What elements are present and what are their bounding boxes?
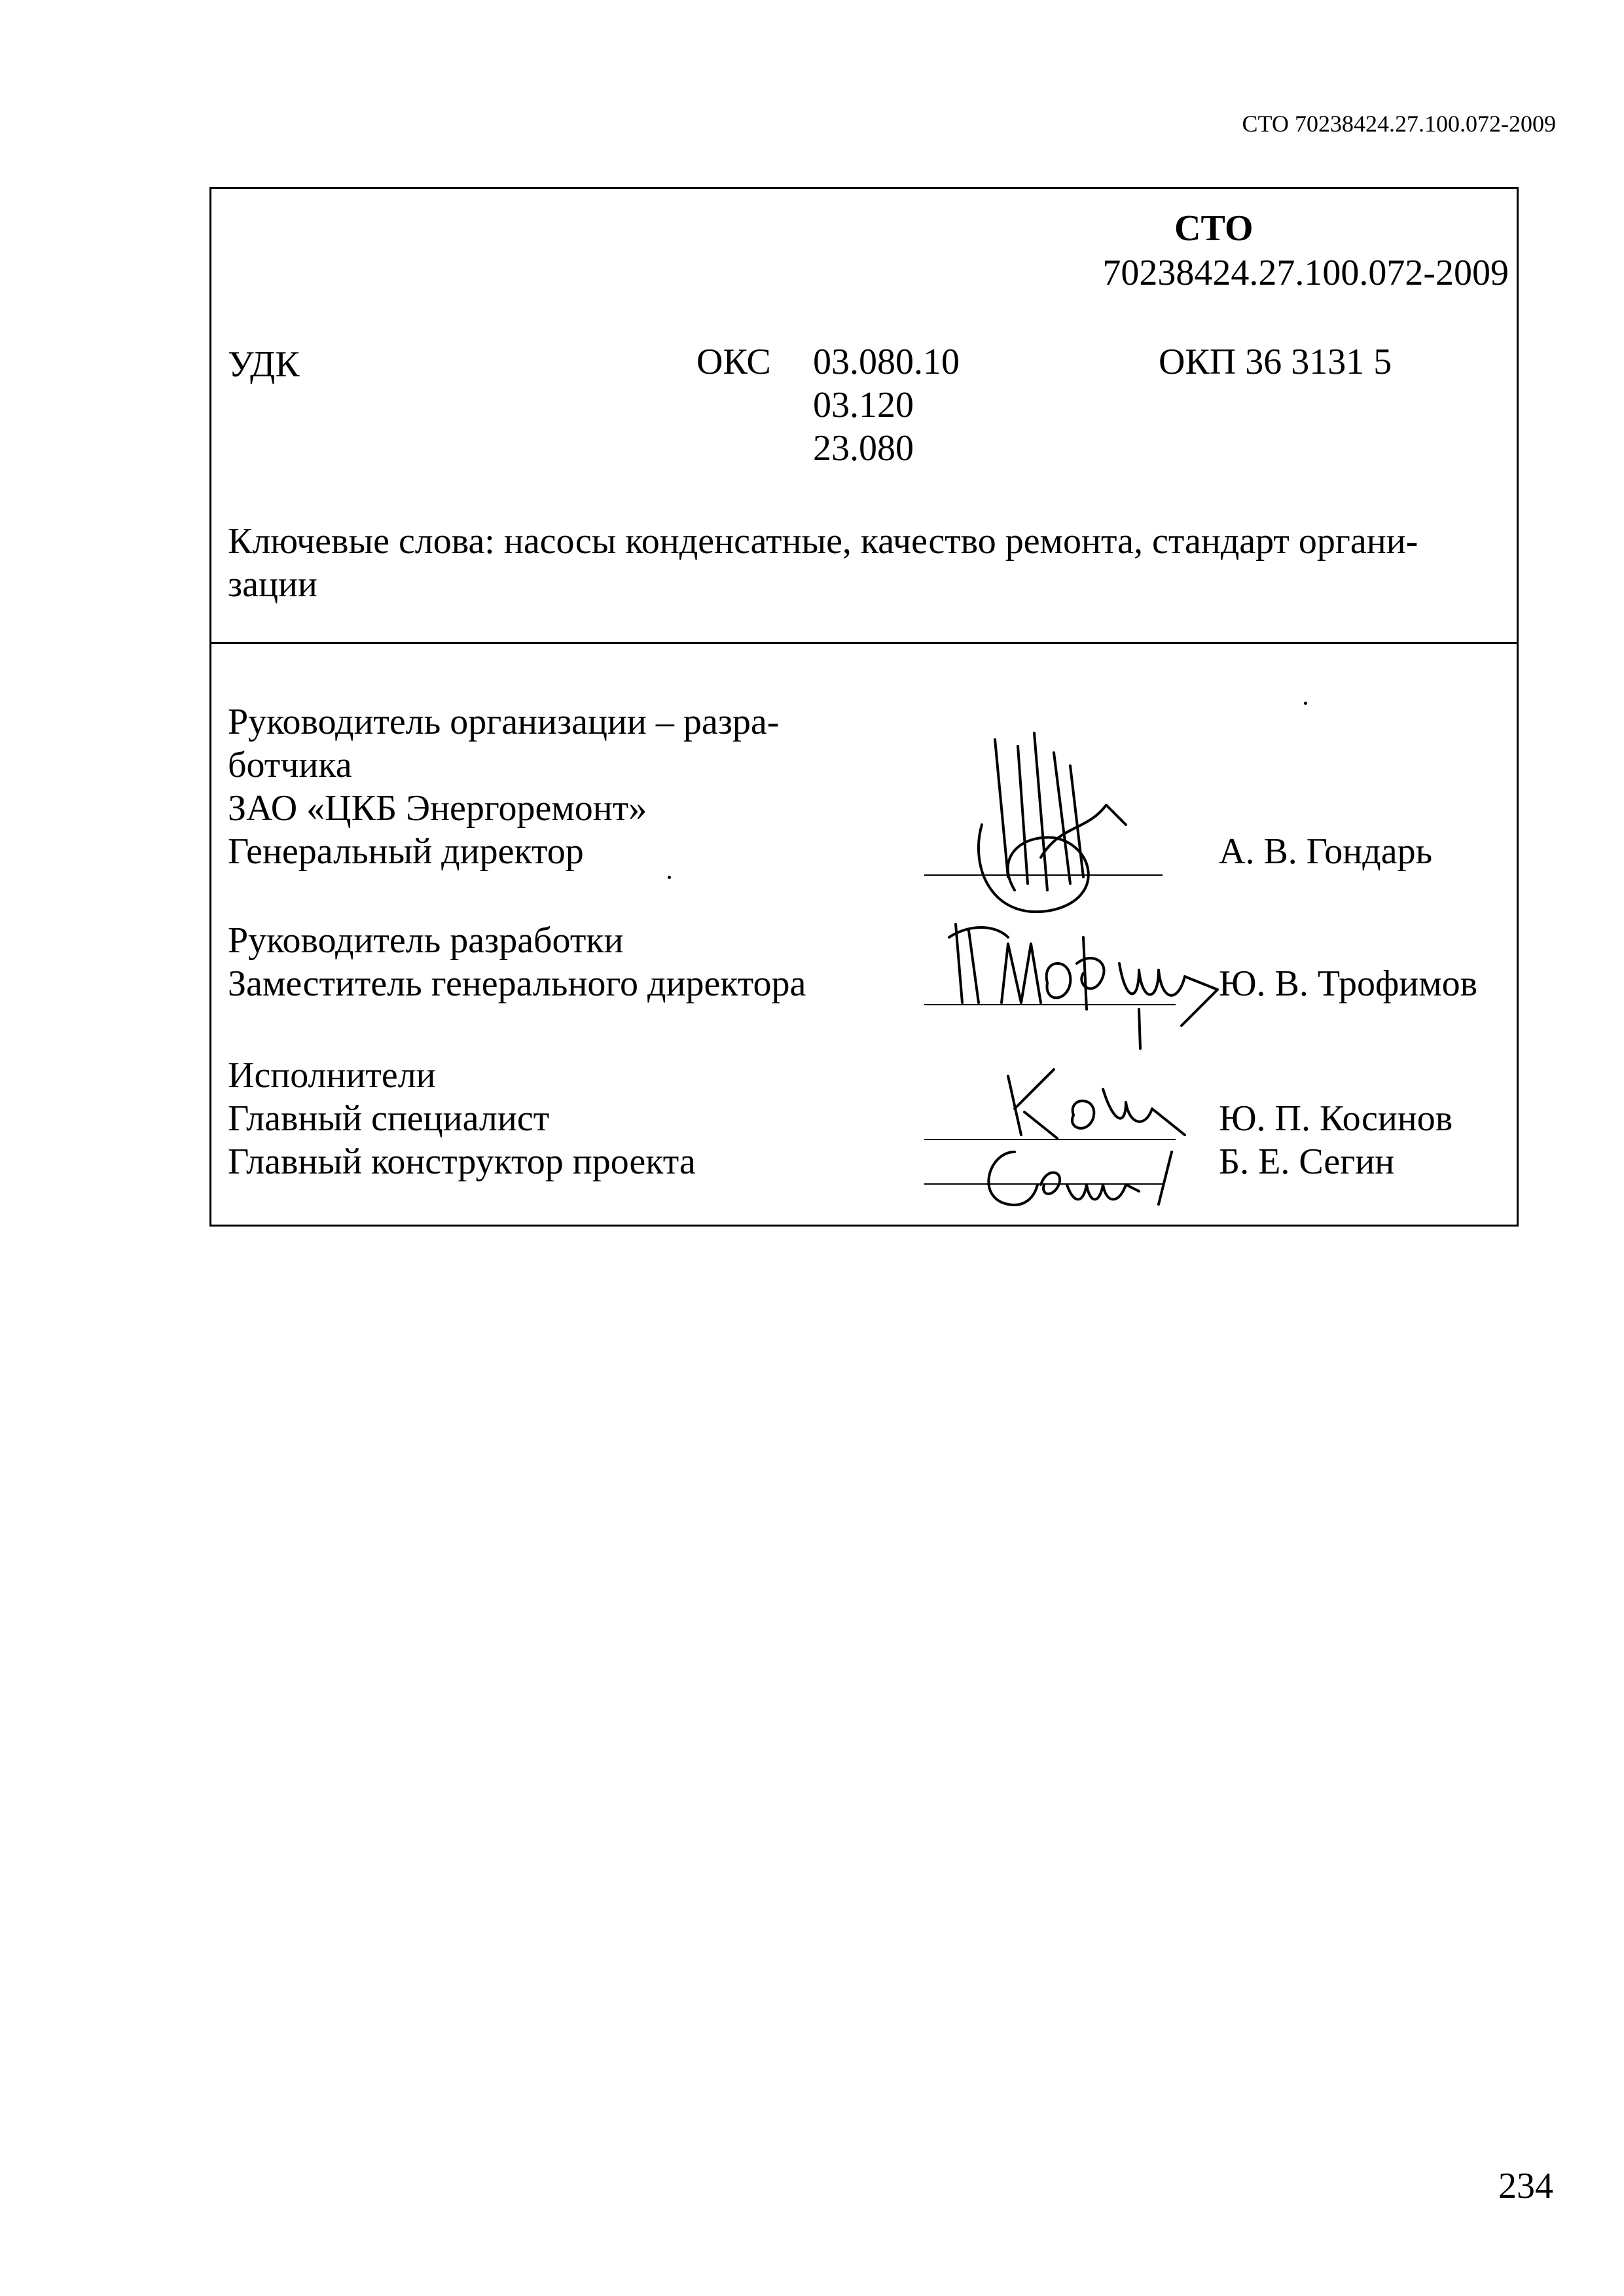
signatory-name: А. В. Гондарь [1219,831,1433,872]
oks-label: ОКС [696,342,771,382]
keywords-line: Ключевые слова: насосы конденсатные, качество ремонта, стандарт органи- [228,521,1418,562]
signatory-name: Ю. В. Трофимов [1219,963,1478,1004]
scan-speck [668,876,671,879]
sto-number: 70238424.27.100.072-2009 [1102,253,1509,293]
signature-segin [962,1139,1198,1217]
frame-divider [211,642,1517,644]
header-document-code: СТО 70238424.27.100.072-2009 [1242,111,1556,137]
page-number: 234 [1498,2166,1553,2206]
scan-speck [1304,702,1307,705]
oks-code: 03.120 [813,385,914,425]
signatory-role-line: Руководитель организации – разра- [228,702,780,742]
signatory-role-line: ЗАО «ЦКБ Энергоремонт» [228,788,647,829]
signature-gondar [956,726,1152,923]
udk-label: УДК [228,344,300,385]
signature-kosinov [995,1063,1204,1148]
sto-label: СТО [1174,208,1254,249]
oks-code: 03.080.10 [813,342,960,382]
keywords-line: зации [228,564,317,605]
oks-code: 23.080 [813,428,914,469]
signatory-name: Ю. П. Косинов [1219,1098,1453,1139]
signatory-role-line: Заместитель генерального директора [228,963,806,1004]
signatory-name: Б. Е. Сегин [1219,1141,1395,1182]
signatory-role-line: Генеральный директор [228,831,584,872]
signatory-role-line: Главный специалист [228,1098,550,1139]
okp-code: ОКП 36 3131 5 [1159,342,1392,382]
signatory-role-line: ботчика [228,745,352,785]
signatory-role-line: Главный конструктор проекта [228,1141,696,1182]
signatory-role-line: Руководитель разработки [228,920,624,961]
signatory-role-line: Исполнители [228,1055,436,1096]
signature-trofimov [943,911,1244,1068]
